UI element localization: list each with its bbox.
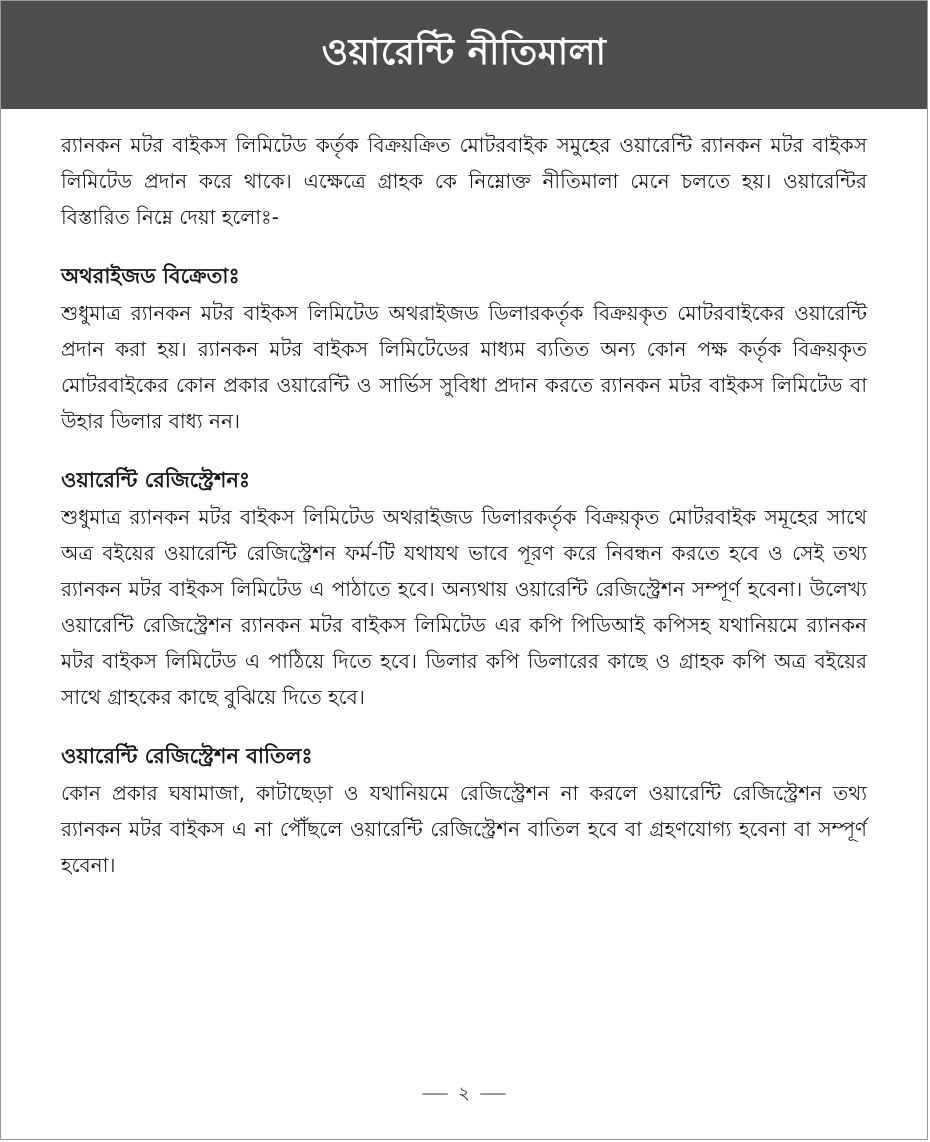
section-title-warranty-registration: ওয়ারেন্টি রেজিস্ট্রেশনঃ: [61, 468, 251, 492]
right-dash-ornament: [480, 1093, 506, 1095]
page-number-text: ২: [458, 1083, 470, 1104]
header-bar: [1, 1, 927, 109]
content-area: [61, 119, 867, 883]
page-number: [1, 1079, 927, 1110]
left-dash-ornament: [422, 1093, 448, 1095]
section-title-registration-cancellation: ওয়ারেন্টি রেজিস্ট্রেশন বাতিলঃ: [61, 744, 313, 768]
intro-paragraph: র‍্যানকন মটর বাইকস লিমিটেড কর্তৃক বিক্রয়ক্রিত মোটরবাইক সমুহের ওয়ারেন্টি র‍্যানকন মটর বাইকস লিমিটেড প্রদান করে থাকে। এক্ষেত্রে গ্রাহক কে নিম্নোক্ত নীতিমালা মেনে চলতে হয়। ওয়ারেন্টির বিস্তারিত নিম্নে দেয়া হলোঃ-: [61, 133, 867, 229]
section-body-warranty-registration: শুধুমাত্র র‍্যানকন মটর বাইকস লিমিটেড অথরাইজড ডিলারকর্তৃক বিক্রয়কৃত মোটরবাইক সমূহের সাথে অত্র বইয়ের ওয়ারেন্টি রেজিস্ট্রেশন ফর্ম-টি যথাযথ ভাবে পূরণ করে নিবন্ধন করতে হবে ও সেই তথ্য র‍্যানকন মটর বাইকস লিমিটেড এ পাঠাতে হবে। অন্যথায় ওয়ারেন্টি রেজিস্ট্রেশন সম্পূর্ণ হবেনা। উলেখ্য ওয়ারেন্টি রেজিস্ট্রেশন র‍্যানকন মটর বাইকস লিমিটেড এর কপি পিডিআই কপিসহ যথানিয়মে র‍্যানকন মটর বাইকস লিমিটেড এ পাঠিয়ে দিতে হবে। ডিলার কপি ডিলারের কাছে ও গ্রাহক কপি অত্র বইয়ের সাথে গ্রাহকের কাছে বুঝিয়ে দিতে হবে।: [61, 505, 867, 709]
section-title-authorized-seller: অথরাইজড বিক্রেতাঃ: [61, 264, 240, 288]
page-title: ওয়ারেন্টি নীতিমালা: [321, 32, 607, 73]
section-body-authorized-seller: শুধুমাত্র র‍্যানকন মটর বাইকস লিমিটেড অথরাইজড ডিলারকর্তৃক বিক্রয়কৃত মোটরবাইকের ওয়ারেন্টি প্রদান করা হয়। র‍্যানকন মটর বাইকস লিমিটেডের মাধ্যম ব্যতিত অন্য কোন পক্ষ কর্তৃক বিক্রয়কৃত মোটরবাইকের কোন প্রকার ওয়ারেন্টি ও সার্ভিস সুবিধা প্রদান করতে র‍্যানকন মটর বাইকস লিমিটেড বা উহার ডিলার বাধ্য নন।: [61, 301, 867, 433]
section-body-registration-cancellation: কোন প্রকার ঘষামাজা, কাটাছেড়া ও যথানিয়মে রেজিস্ট্রেশন না করলে ওয়ারেন্টি রেজিস্ট্রেশন তথ্য র‍্যানকন মটর বাইকস এ না পৌঁছলে ওয়ারেন্টি রেজিস্ট্রেশন বাতিল হবে বা গ্রহণযোগ্য হবেনা বা সম্পূর্ণ হবেনা।: [61, 781, 867, 877]
